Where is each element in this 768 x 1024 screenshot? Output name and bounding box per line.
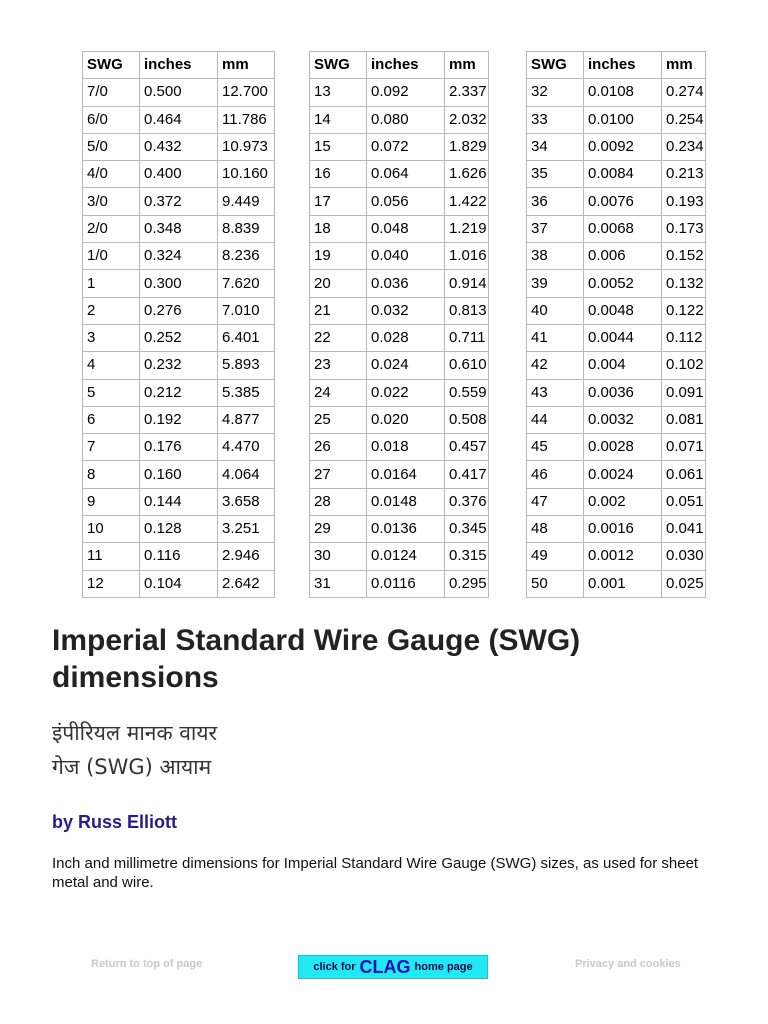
table-cell: 1.626 <box>445 161 489 188</box>
table-cell: 5.893 <box>218 352 275 379</box>
table-row <box>527 215 706 242</box>
table-row <box>310 324 489 351</box>
table-cell: 3/0 <box>83 188 140 215</box>
table-cell: 0.432 <box>140 133 218 160</box>
table-cell: 0.051 <box>662 488 706 515</box>
table-cell: 0.212 <box>140 379 218 406</box>
table-row <box>527 461 706 488</box>
table-cell: 26 <box>310 434 367 461</box>
table-cell: 0.400 <box>140 161 218 188</box>
table-cell: 0.0052 <box>584 270 662 297</box>
table-cell: 25 <box>310 406 367 433</box>
table-row <box>310 488 489 515</box>
column-header: SWG <box>527 52 584 79</box>
table-cell: 8.236 <box>218 243 275 270</box>
column-header: inches <box>140 52 218 79</box>
table-cell: 0.030 <box>662 543 706 570</box>
table-cell: 0.002 <box>584 488 662 515</box>
return-to-top-link[interactable]: Return to top of page <box>91 958 203 970</box>
table-cell: 0.0012 <box>584 543 662 570</box>
table-row <box>83 106 275 133</box>
table-row <box>83 543 275 570</box>
table-cell: 0.0076 <box>584 188 662 215</box>
table-row <box>310 215 489 242</box>
table-cell: 8.839 <box>218 215 275 242</box>
table-cell: 0.0100 <box>584 106 662 133</box>
table-cell: 1.829 <box>445 133 489 160</box>
table-cell: 0.232 <box>140 352 218 379</box>
table-cell: 0.324 <box>140 243 218 270</box>
clag-home-button[interactable] <box>298 955 488 979</box>
table-cell: 0.0024 <box>584 461 662 488</box>
table-cell: 0.914 <box>445 270 489 297</box>
table-cell: 0.025 <box>662 570 706 597</box>
table-cell: 4/0 <box>83 161 140 188</box>
table-cell: 19 <box>310 243 367 270</box>
table-cell: 2.032 <box>445 106 489 133</box>
column-header: SWG <box>83 52 140 79</box>
table-cell: 0.020 <box>367 406 445 433</box>
table-cell: 50 <box>527 570 584 597</box>
table-cell: 0.417 <box>445 461 489 488</box>
table-cell: 5 <box>83 379 140 406</box>
table-row <box>83 434 275 461</box>
table-cell: 3.251 <box>218 516 275 543</box>
table-cell: 0.001 <box>584 570 662 597</box>
table-cell: 0.711 <box>445 324 489 351</box>
table-cell: 11 <box>83 543 140 570</box>
table-cell: 0.0044 <box>584 324 662 351</box>
table-cell: 7/0 <box>83 79 140 106</box>
table-row <box>310 79 489 106</box>
table-cell: 0.500 <box>140 79 218 106</box>
column-header: SWG <box>310 52 367 79</box>
table-row <box>527 543 706 570</box>
table-row <box>83 215 275 242</box>
table-cell: 6.401 <box>218 324 275 351</box>
table-cell: 0.040 <box>367 243 445 270</box>
table-cell: 0.092 <box>367 79 445 106</box>
table-cell: 0.559 <box>445 379 489 406</box>
table-row <box>83 243 275 270</box>
table-cell: 1.422 <box>445 188 489 215</box>
table-cell: 31 <box>310 570 367 597</box>
table-cell: 0.022 <box>367 379 445 406</box>
table-cell: 0.464 <box>140 106 218 133</box>
table-cell: 1.016 <box>445 243 489 270</box>
column-header: inches <box>367 52 445 79</box>
table-row <box>527 379 706 406</box>
table-cell: 9.449 <box>218 188 275 215</box>
column-header: mm <box>218 52 275 79</box>
column-header: inches <box>584 52 662 79</box>
table-cell: 0.116 <box>140 543 218 570</box>
clag-button-prefix: click for <box>313 961 356 973</box>
table-cell: 2.642 <box>218 570 275 597</box>
table-cell: 0.300 <box>140 270 218 297</box>
table-row <box>83 406 275 433</box>
table-cell: 7.010 <box>218 297 275 324</box>
table-row <box>83 324 275 351</box>
table-row <box>527 434 706 461</box>
table-cell: 4 <box>83 352 140 379</box>
table-cell: 38 <box>527 243 584 270</box>
column-header: mm <box>662 52 706 79</box>
table-cell: 0.192 <box>140 406 218 433</box>
clag-brand-label: CLAG <box>359 956 411 977</box>
table-cell: 0.041 <box>662 516 706 543</box>
table-cell: 0.376 <box>445 488 489 515</box>
table-cell: 0.032 <box>367 297 445 324</box>
table-cell: 0.128 <box>140 516 218 543</box>
table-row <box>83 79 275 106</box>
table-cell: 0.056 <box>367 188 445 215</box>
table-cell: 22 <box>310 324 367 351</box>
table-cell: 6/0 <box>83 106 140 133</box>
table-cell: 2.946 <box>218 543 275 570</box>
table-cell: 0.345 <box>445 516 489 543</box>
table-cell: 24 <box>310 379 367 406</box>
table-cell: 4.877 <box>218 406 275 433</box>
table-cell: 0.173 <box>662 215 706 242</box>
table-row <box>83 461 275 488</box>
table-row <box>310 297 489 324</box>
table-cell: 45 <box>527 434 584 461</box>
table-cell: 0.102 <box>662 352 706 379</box>
table-cell: 40 <box>527 297 584 324</box>
table-cell: 0.372 <box>140 188 218 215</box>
table-cell: 0.028 <box>367 324 445 351</box>
table-cell: 1 <box>83 270 140 297</box>
table-cell: 2 <box>83 297 140 324</box>
swg-table-3 <box>526 51 706 598</box>
table-header-row <box>310 52 489 79</box>
table-row <box>310 161 489 188</box>
table-cell: 18 <box>310 215 367 242</box>
table-row <box>527 406 706 433</box>
table-cell: 27 <box>310 461 367 488</box>
table-row <box>527 270 706 297</box>
author-byline: by Russ Elliott <box>52 812 178 832</box>
table-cell: 0.0148 <box>367 488 445 515</box>
table-row <box>310 352 489 379</box>
table-cell: 0.193 <box>662 188 706 215</box>
table-cell: 4.470 <box>218 434 275 461</box>
table-cell: 0.144 <box>140 488 218 515</box>
table-cell: 0.064 <box>367 161 445 188</box>
table-cell: 41 <box>527 324 584 351</box>
table-cell: 37 <box>527 215 584 242</box>
table-row <box>83 379 275 406</box>
table-cell: 0.508 <box>445 406 489 433</box>
table-cell: 0.112 <box>662 324 706 351</box>
table-cell: 0.254 <box>662 106 706 133</box>
table-cell: 10.160 <box>218 161 275 188</box>
table-cell: 7.620 <box>218 270 275 297</box>
table-cell: 34 <box>527 133 584 160</box>
table-row <box>527 570 706 597</box>
table-cell: 17 <box>310 188 367 215</box>
table-row <box>527 243 706 270</box>
table-row <box>83 352 275 379</box>
table-row <box>310 434 489 461</box>
table-cell: 0.081 <box>662 406 706 433</box>
table-cell: 0.315 <box>445 543 489 570</box>
table-cell: 20 <box>310 270 367 297</box>
table-cell: 0.018 <box>367 434 445 461</box>
page-description: Inch and millimetre dimensions for Imperial Standard Wire Gauge (SWG) sizes, as used for sheet metal and wire. <box>52 855 699 891</box>
table-cell: 0.0116 <box>367 570 445 597</box>
table-cell: 2.337 <box>445 79 489 106</box>
table-row <box>83 161 275 188</box>
table-cell: 49 <box>527 543 584 570</box>
table-row <box>83 270 275 297</box>
table-cell: 0.0136 <box>367 516 445 543</box>
table-row <box>527 188 706 215</box>
table-cell: 0.348 <box>140 215 218 242</box>
hindi-title-line-1: इंपीरियल मानक वायर <box>52 721 218 745</box>
table-cell: 33 <box>527 106 584 133</box>
table-cell: 0.004 <box>584 352 662 379</box>
privacy-cookies-link[interactable]: Privacy and cookies <box>575 958 681 970</box>
table-cell: 29 <box>310 516 367 543</box>
table-row <box>527 324 706 351</box>
table-cell: 9 <box>83 488 140 515</box>
table-cell: 0.0092 <box>584 133 662 160</box>
table-row <box>310 188 489 215</box>
table-row <box>527 161 706 188</box>
table-row <box>527 297 706 324</box>
table-cell: 0.813 <box>445 297 489 324</box>
table-cell: 6 <box>83 406 140 433</box>
table-cell: 0.0084 <box>584 161 662 188</box>
table-cell: 15 <box>310 133 367 160</box>
table-cell: 0.213 <box>662 161 706 188</box>
table-cell: 0.0048 <box>584 297 662 324</box>
table-cell: 35 <box>527 161 584 188</box>
table-row <box>527 79 706 106</box>
table-cell: 39 <box>527 270 584 297</box>
table-cell: 0.061 <box>662 461 706 488</box>
table-row <box>310 516 489 543</box>
column-header: mm <box>445 52 489 79</box>
table-cell: 28 <box>310 488 367 515</box>
table-cell: 0.176 <box>140 434 218 461</box>
table-cell: 0.122 <box>662 297 706 324</box>
table-cell: 0.276 <box>140 297 218 324</box>
table-row <box>83 188 275 215</box>
table-cell: 0.132 <box>662 270 706 297</box>
clag-button-suffix: home page <box>414 961 473 973</box>
table-cell: 0.0108 <box>584 79 662 106</box>
table-row <box>310 133 489 160</box>
table-cell: 10 <box>83 516 140 543</box>
table-cell: 0.080 <box>367 106 445 133</box>
table-cell: 7 <box>83 434 140 461</box>
hindi-title-line-2: गेज (SWG) आयाम <box>52 755 212 779</box>
table-cell: 0.295 <box>445 570 489 597</box>
table-cell: 16 <box>310 161 367 188</box>
hindi-title <box>52 716 217 784</box>
table-cell: 0.160 <box>140 461 218 488</box>
table-cell: 2/0 <box>83 215 140 242</box>
table-row <box>527 106 706 133</box>
table-row <box>310 379 489 406</box>
table-cell: 44 <box>527 406 584 433</box>
table-cell: 0.234 <box>662 133 706 160</box>
table-row <box>527 516 706 543</box>
table-cell: 0.0032 <box>584 406 662 433</box>
table-cell: 0.0068 <box>584 215 662 242</box>
table-cell: 0.071 <box>662 434 706 461</box>
table-row <box>83 570 275 597</box>
table-row <box>527 488 706 515</box>
table-cell: 0.091 <box>662 379 706 406</box>
table-cell: 0.036 <box>367 270 445 297</box>
table-row <box>310 270 489 297</box>
table-cell: 5/0 <box>83 133 140 160</box>
table-cell: 3 <box>83 324 140 351</box>
table-row <box>527 133 706 160</box>
table-cell: 23 <box>310 352 367 379</box>
table-row <box>310 406 489 433</box>
table-header-row <box>83 52 275 79</box>
page-title: Imperial Standard Wire Gauge (SWG) dimensions <box>52 624 581 694</box>
table-cell: 43 <box>527 379 584 406</box>
table-cell: 0.104 <box>140 570 218 597</box>
table-cell: 42 <box>527 352 584 379</box>
table-cell: 13 <box>310 79 367 106</box>
table-header-row <box>527 52 706 79</box>
table-cell: 0.0164 <box>367 461 445 488</box>
table-cell: 48 <box>527 516 584 543</box>
swg-table-1 <box>82 51 275 598</box>
table-cell: 0.610 <box>445 352 489 379</box>
table-cell: 0.0016 <box>584 516 662 543</box>
table-cell: 0.274 <box>662 79 706 106</box>
table-row <box>83 488 275 515</box>
table-cell: 36 <box>527 188 584 215</box>
swg-table-2 <box>309 51 489 598</box>
table-cell: 0.0036 <box>584 379 662 406</box>
table-cell: 30 <box>310 543 367 570</box>
table-row <box>83 133 275 160</box>
table-cell: 0.072 <box>367 133 445 160</box>
table-cell: 8 <box>83 461 140 488</box>
table-cell: 0.252 <box>140 324 218 351</box>
table-row <box>310 461 489 488</box>
table-cell: 14 <box>310 106 367 133</box>
table-cell: 47 <box>527 488 584 515</box>
table-row <box>310 570 489 597</box>
table-cell: 0.0124 <box>367 543 445 570</box>
table-cell: 4.064 <box>218 461 275 488</box>
table-cell: 0.0028 <box>584 434 662 461</box>
table-row <box>83 297 275 324</box>
table-row <box>310 543 489 570</box>
table-row <box>83 516 275 543</box>
table-cell: 10.973 <box>218 133 275 160</box>
table-row <box>310 106 489 133</box>
table-cell: 5.385 <box>218 379 275 406</box>
table-cell: 12.700 <box>218 79 275 106</box>
table-cell: 12 <box>83 570 140 597</box>
table-cell: 0.457 <box>445 434 489 461</box>
table-cell: 21 <box>310 297 367 324</box>
table-cell: 3.658 <box>218 488 275 515</box>
table-cell: 0.006 <box>584 243 662 270</box>
table-cell: 46 <box>527 461 584 488</box>
table-cell: 0.024 <box>367 352 445 379</box>
swg-tables-area <box>0 51 768 599</box>
table-cell: 0.152 <box>662 243 706 270</box>
table-cell: 0.048 <box>367 215 445 242</box>
table-cell: 1/0 <box>83 243 140 270</box>
table-row <box>527 352 706 379</box>
table-cell: 11.786 <box>218 106 275 133</box>
table-row <box>310 243 489 270</box>
table-cell: 1.219 <box>445 215 489 242</box>
table-cell: 32 <box>527 79 584 106</box>
